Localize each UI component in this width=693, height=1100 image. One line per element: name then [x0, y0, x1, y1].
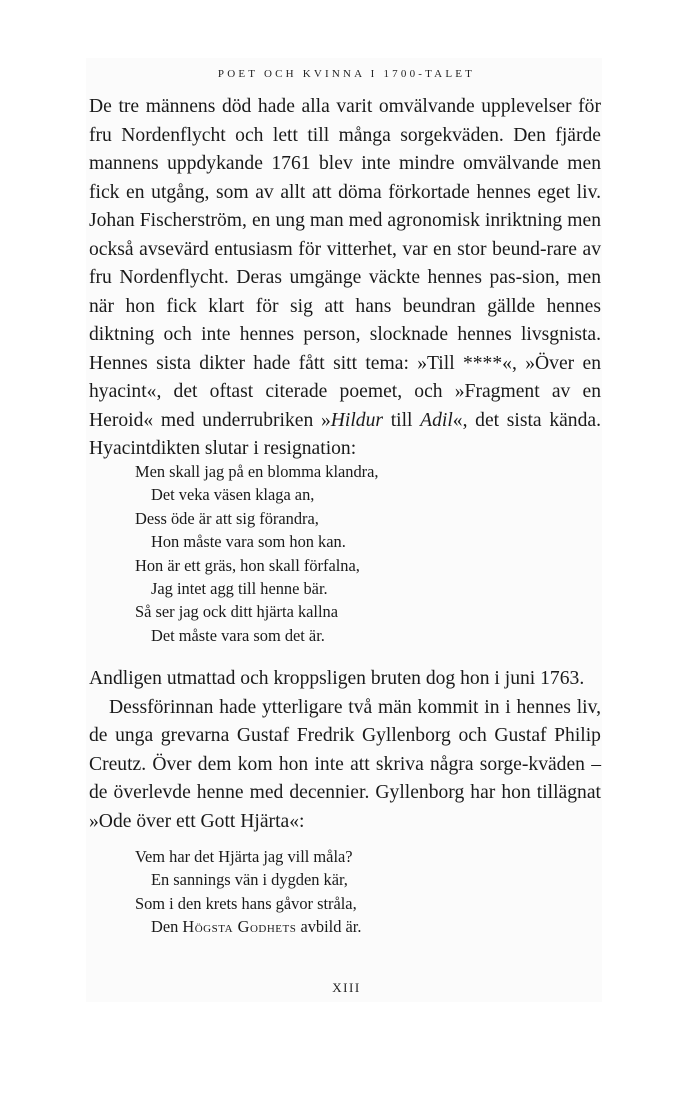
p2-line: Andligen utmattad och kroppsligen bruten dog hon i juni 1763.	[89, 668, 585, 689]
small-caps-phrase: Högsta Godhets	[182, 917, 297, 937]
p1-line: sion, men när hon fick klart för sig att hans beundran gällde	[89, 267, 601, 317]
verse-quote-2	[135, 845, 361, 939]
verse-line-indented: En sannings vän i dygden kär,	[151, 870, 348, 890]
p1-line: De tre männens död hade alla varit omvälvande upplevelser för	[89, 96, 601, 117]
p1-fragment: «, det sista	[452, 409, 542, 431]
p3-line: kväden – de överlevde henne med decennier. Gyllenborg har	[89, 753, 602, 803]
verse-fragment: Den	[151, 917, 183, 937]
verse-quote-1	[135, 460, 379, 647]
verse-line: Hon är ett gräs, hon skall förfalna,	[135, 555, 360, 575]
verse-line-indented	[135, 915, 361, 938]
verse-line-indented: Jag intet agg till henne bär.	[151, 579, 328, 599]
page-number: XIII	[332, 980, 361, 995]
paragraph-1	[89, 93, 601, 464]
verse-line-indented: Hon måste vara som hon kan.	[151, 532, 346, 552]
verse-line: Men skall jag på en blomma klandra,	[135, 462, 379, 481]
p1-line: fru Nordenflycht och lett till många sorgekväden. Den fjärde	[89, 124, 601, 146]
p3-line: Dessförinnan hade ytterligare två män kommit in i hennes	[109, 696, 571, 718]
p1-line: rare av fru Nordenflycht. Deras umgänge väckte hennes pas-	[89, 238, 602, 288]
paragraph-1-text	[89, 93, 601, 464]
p1-line: fick en utgång, som av allt att döma förkortade hennes eget liv.	[89, 181, 601, 203]
verse-fragment: avbild är.	[296, 917, 362, 937]
p1-line: av en Heroid« med underrubriken »	[89, 381, 601, 431]
p3-line: liv, de unga grevarna Gustaf Fredrik Gyllenborg och Gustaf	[89, 696, 601, 746]
p1-fragment: till	[383, 409, 421, 431]
running-head: POET OCH KVINNA I 1700-TALET	[217, 68, 476, 80]
verse-line: Dess öde är att sig förandra,	[135, 508, 319, 528]
italic-name-hildur: Hildur	[330, 409, 384, 431]
italic-name-adil: Adil	[420, 409, 453, 431]
p1-line: livsgnista. Hennes sista dikter hade fått sitt tema: »Till ****«,	[89, 324, 601, 374]
verse-line: Vem har det Hjärta jag vill måla?	[135, 847, 353, 866]
p1-line: hennes diktning och inte hennes person, slocknade hennes	[89, 295, 601, 345]
paragraph-2	[89, 665, 601, 836]
verse-line: Som i den krets hans gåvor stråla,	[135, 893, 357, 913]
p1-line: mannens uppdykande 1761 blev inte mindre omvälvande men	[89, 153, 601, 174]
verse-line-indented: Det veka väsen klaga an,	[151, 485, 315, 505]
verse-line: Så ser jag ock ditt hjärta kallna	[135, 602, 338, 622]
p3-line: Philip Creutz. Över dem kom hon inte att skriva några sorge-	[89, 725, 601, 775]
p1-line: Johan Fischerström, en ung man med agronomisk inriktning	[89, 210, 563, 231]
p3-line: hon tillägnat »Ode över ett Gott Hjärta«:	[89, 782, 601, 832]
p1-line: men också avsevärd entusiasm för vitterhet, var en stor beund-	[89, 210, 601, 260]
p1-line: »Över en hyacint«, det oftast citerade poemet, och »Fragment	[89, 352, 601, 402]
paragraph-3-text	[89, 694, 601, 837]
p1-line: kända. Hyacintdikten slutar i resignation:	[89, 409, 601, 459]
paragraph-2-first-line	[89, 665, 601, 694]
verse-line-indented: Det måste vara som det är.	[151, 625, 325, 645]
